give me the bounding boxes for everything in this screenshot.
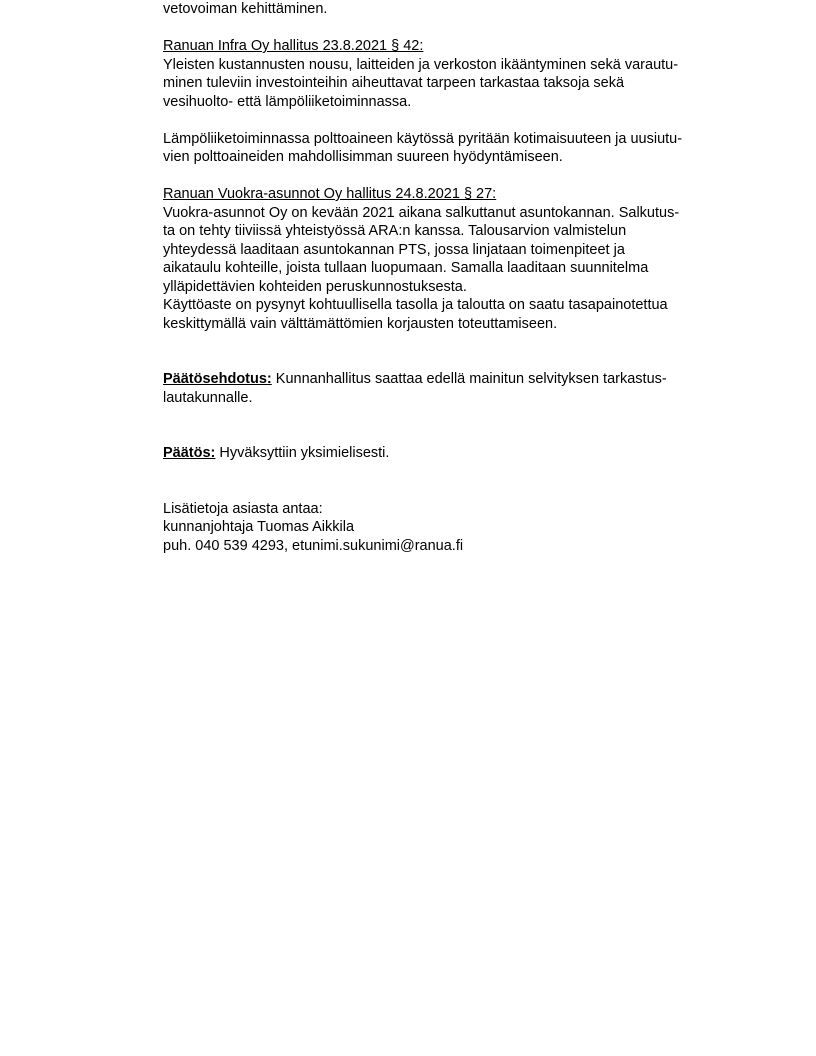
decision-text: Hyväksyttiin yksimielisesti. — [215, 445, 390, 461]
infra-text: Lämpöliiketoiminnassa polttoaineen käytössä pyritään kotimaisuuteen ja uusiutu- — [163, 130, 683, 147]
vuokra-text: yhteydessä laaditaan asuntokannan PTS, jossa linjataan toimenpiteet ja — [163, 241, 625, 258]
vuokra-text: ta on tehty tiiviissä yhteistyössä ARA:n kanssa. Talousarvion valmistelun — [163, 223, 627, 239]
infra-heading: Ranuan Infra Oy hallitus 23.8.2021 § 42: — [163, 38, 424, 54]
contact-line: Lisätietoja asiasta antaa: — [163, 500, 323, 517]
infra-text: minen tuleviin investointeihin aiheuttavat tarpeen tarkastaa taksoja sekä — [163, 75, 625, 91]
infra-text: Yleisten kustannusten nousu, laitteiden ja verkoston ikääntyminen sekä varautu- — [163, 56, 679, 73]
vuokra-text: keskittymällä vain välttämättömien korjausten toteuttamiseen. — [163, 315, 558, 332]
vuokra-text: ylläpidettävien kohteiden peruskunnostuksesta. — [163, 278, 467, 295]
document-body — [163, 0, 682, 555]
intro-tail: vetovoiman kehittäminen. — [163, 1, 328, 17]
infra-text: vesihuolto- että lämpöliiketoiminnassa. — [163, 93, 412, 110]
vuokra-text: Vuokra-asunnot Oy on kevään 2021 aikana salkuttanut asuntokannan. Salkutus- — [163, 204, 680, 221]
contact-line: kunnanjohtaja Tuomas Aikkila — [163, 519, 355, 535]
infra-text: vien polttoaineiden mahdollisimman suureen hyödyntämiseen. — [163, 149, 563, 165]
proposal-text: Kunnanhallitus saattaa edellä mainitun selvityksen tarkastus- — [271, 371, 667, 387]
proposal-text: lautakunnalle. — [163, 389, 253, 406]
vuokra-text: aikataulu kohteille, joista tullaan luopumaan. Samalla laaditaan suunnitelma — [163, 260, 649, 276]
proposal-label: Päätösehdotus: — [163, 371, 272, 387]
decision-label: Päätös: — [163, 445, 216, 461]
vuokra-heading: Ranuan Vuokra-asunnot Oy hallitus 24.8.2021 § 27: — [163, 186, 497, 202]
contact-line: puh. 040 539 4293, etunimi.sukunimi@ranua.fi — [163, 537, 464, 554]
proposal — [163, 370, 682, 389]
vuokra-text: Käyttöaste on pysynyt kohtuullisella tasolla ja taloutta on saatu tasapainotettua — [163, 297, 668, 313]
decision — [163, 444, 682, 463]
